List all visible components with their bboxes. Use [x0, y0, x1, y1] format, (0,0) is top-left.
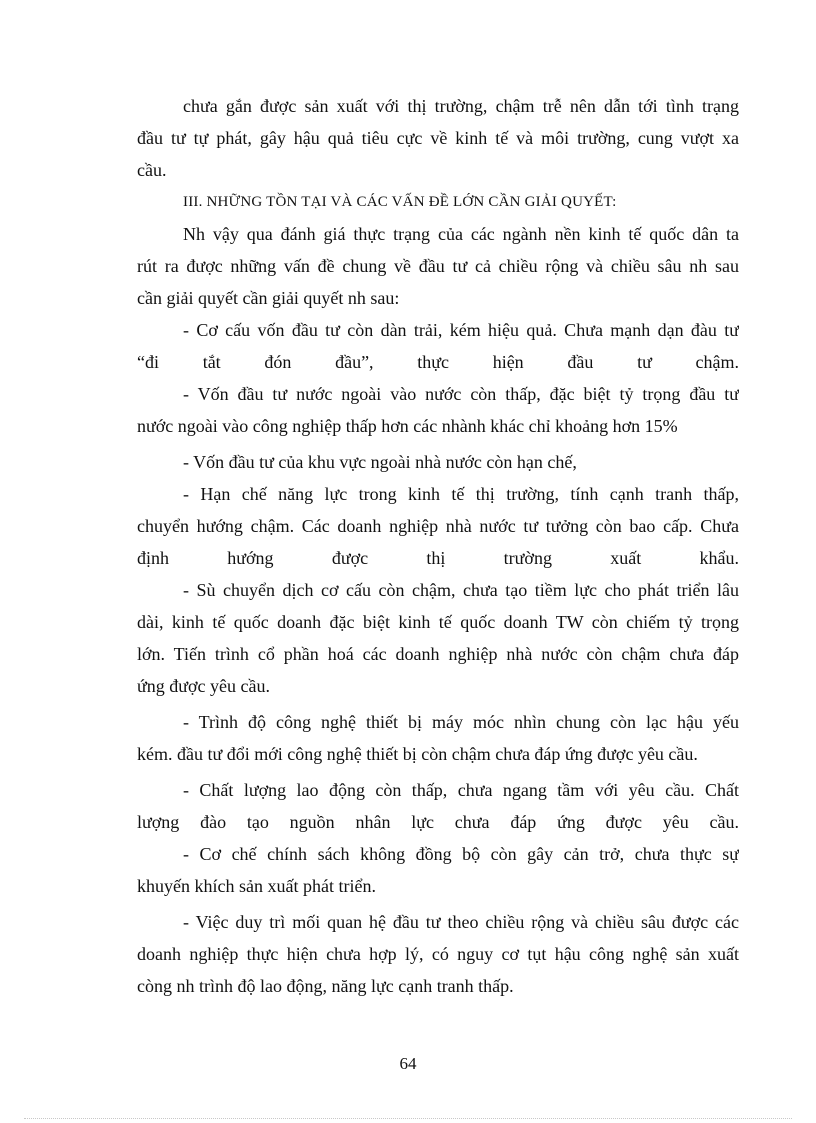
text-line: lớn. Tiến trình cổ phần hoá các doanh nghiệp nhà nước còn chậm chưa đáp — [137, 644, 739, 664]
section-heading: III. NHỮNG TỒN TẠI VÀ CÁC VẤN ĐỀ LỚN CẦN GIẢI QUYẾT: — [183, 194, 617, 210]
text-line: còng nh trình độ lao động, năng lực cạnh tranh thấp. — [137, 976, 514, 996]
text-line: - Vốn đầu tư của khu vực ngoài nhà nước còn hạn chế, — [183, 452, 577, 472]
text-line: - Hạn chế năng lực trong kinh tế thị trường, tính cạnh tranh thấp, — [183, 484, 739, 504]
text-line: kém. đầu tư đổi mới công nghệ thiết bị còn chậm chưa đáp ứng được yêu cầu. — [137, 744, 698, 764]
page-number: 64 — [399, 1054, 417, 1073]
text-line: - Việc duy trì mối quan hệ đầu tư theo chiều rộng và chiều sâu được các — [183, 912, 739, 932]
body-text — [137, 90, 739, 1002]
text-line: định hướng được thị trường xuất khẩu. — [137, 548, 739, 568]
text-line: cầu. — [137, 160, 167, 180]
footer-dotted-rule — [24, 1118, 792, 1119]
text-line: doanh nghiệp thực hiện chưa hợp lý, có nguy cơ tụt hậu công nghệ sản xuất — [137, 944, 739, 964]
text-line: lượng đào tạo nguồn nhân lực chưa đáp ứng được yêu cầu. — [137, 812, 739, 832]
text-line: - Sù chuyển dịch cơ cấu còn chậm, chưa tạo tiềm lực cho phát triển lâu — [183, 580, 739, 600]
text-line: ứng được yêu cầu. — [137, 676, 270, 696]
text-line: nước ngoài vào công nghiệp thấp hơn các nhành khác chỉ khoảng hơn 15% — [137, 416, 678, 436]
text-line: - Chất lượng lao động còn thấp, chưa ngang tầm với yêu cầu. Chất — [183, 780, 739, 800]
text-line: - Trình độ công nghệ thiết bị máy móc nhìn chung còn lạc hậu yếu — [183, 712, 739, 732]
text-line: cần giải quyết cần giải quyết nh sau: — [137, 288, 400, 308]
text-line: dài, kinh tế quốc doanh đặc biệt kinh tế quốc doanh TW còn chiếm tỷ trọng — [137, 612, 739, 632]
text-line: chuyển hướng chậm. Các doanh nghiệp nhà nước tư tưởng còn bao cấp. Chưa — [137, 516, 739, 536]
text-line: rút ra được những vấn đề chung về đầu tư cả chiều rộng và chiều sâu nh sau — [137, 256, 739, 276]
text-line: chưa gắn được sản xuất với thị trường, chậm trễ nên dẫn tới tình trạng — [183, 96, 739, 116]
text-line: - Vốn đầu tư nước ngoài vào nước còn thấp, đặc biệt tỷ trọng đầu tư — [183, 384, 739, 404]
text-line: khuyến khích sản xuất phát triển. — [137, 876, 376, 896]
text-line: - Cơ cấu vốn đầu tư còn dàn trải, kém hiệu quả. Chưa mạnh dạn đàu tư — [183, 320, 739, 340]
text-line: “đi tắt đón đầu”, thực hiện đầu tư chậm. — [137, 352, 739, 372]
text-line: Nh vậy qua đánh giá thực trạng của các ngành nền kinh tế quốc dân ta — [183, 224, 739, 244]
text-line: đầu tư tự phát, gây hậu quả tiêu cực về kinh tế và môi trường, cung vượt xa — [137, 128, 739, 148]
text-line: - Cơ chế chính sách không đồng bộ còn gây cản trở, chưa thực sự — [183, 844, 739, 864]
